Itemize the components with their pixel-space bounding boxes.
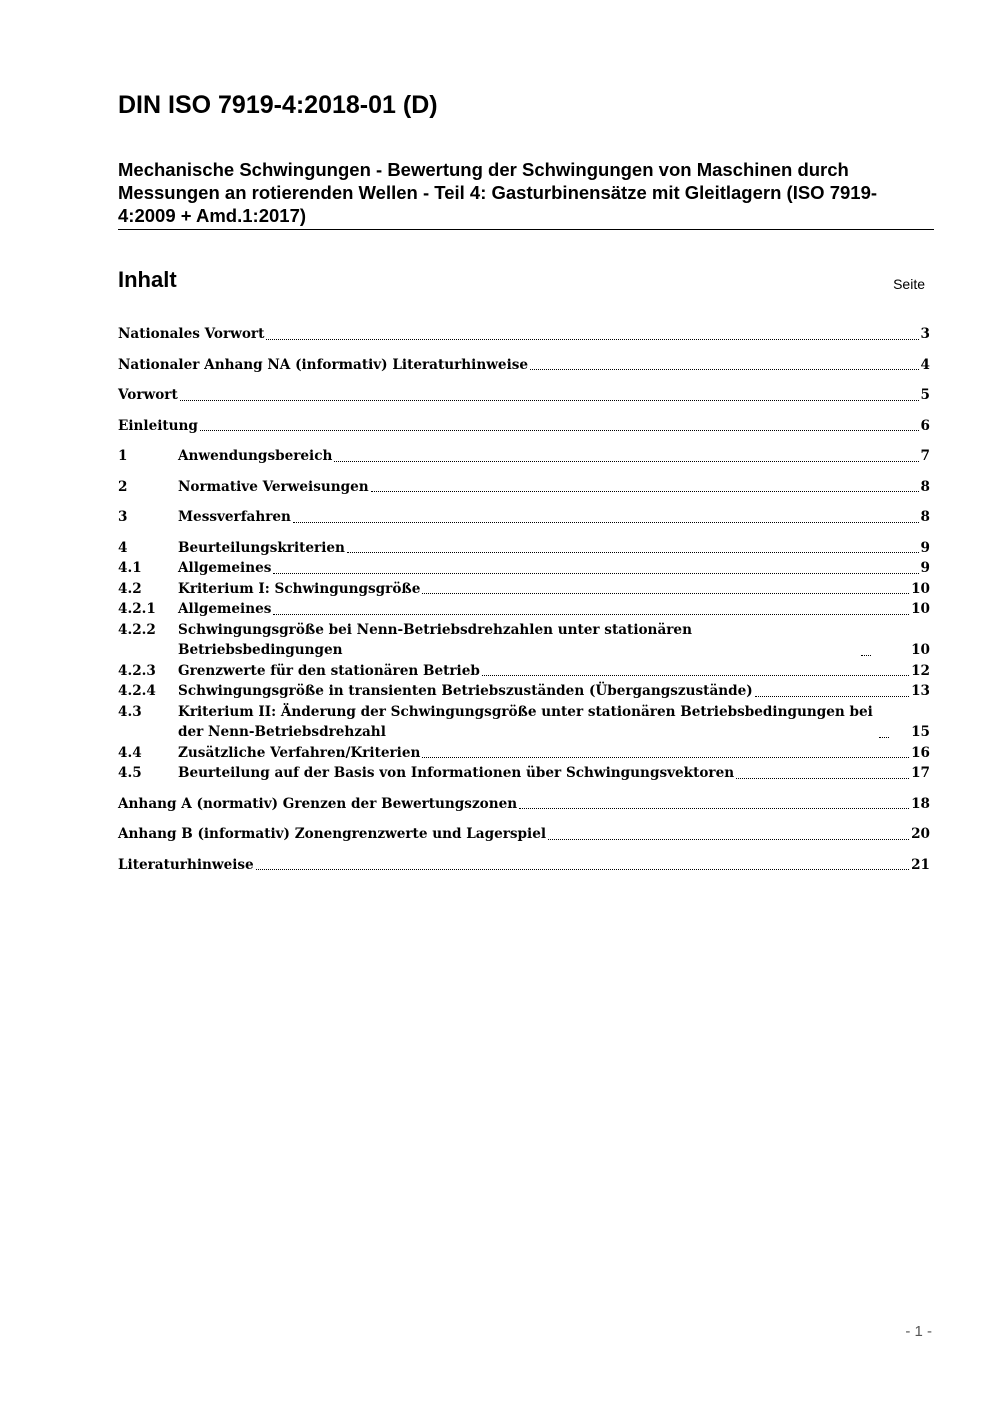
toc-entry-number: 4.2.2 <box>118 621 156 638</box>
toc-entry-label[interactable]: Schwingungsgröße bei Nenn-Betriebsdrehzahlen unter stationären Betriebsbedingungen <box>178 621 692 658</box>
toc-entry-number: 4 <box>118 539 128 556</box>
toc-entry-page: 3 <box>920 326 930 342</box>
toc-entry-section-2[interactable] <box>118 477 930 498</box>
toc-entry-label[interactable]: Nationales Vorwort <box>118 326 265 342</box>
toc-entry-section-4-1[interactable] <box>118 558 930 579</box>
dot-leader <box>293 522 919 523</box>
toc-entry-page: 8 <box>920 509 930 525</box>
toc-entry-anhang-a[interactable] <box>118 794 930 815</box>
toc-entry-section-4[interactable] <box>118 538 930 559</box>
toc-entry-page: 10 <box>911 601 930 617</box>
page-column-label: Seite <box>893 276 925 292</box>
dot-leader <box>266 339 918 340</box>
dot-leader <box>755 696 909 697</box>
toc-entry-number: 4.2 <box>118 580 142 597</box>
toc-entry-label[interactable]: Einleitung <box>118 417 198 434</box>
dot-leader <box>482 675 909 676</box>
dot-leader <box>422 593 909 594</box>
dot-leader <box>736 778 909 779</box>
toc-entry-number: 3 <box>118 509 128 525</box>
toc-entry-page: 9 <box>920 539 930 556</box>
dot-leader <box>861 655 871 656</box>
toc-entry-page: 9 <box>920 560 930 576</box>
toc-entry-page: 10 <box>911 642 930 658</box>
dot-leader <box>256 869 909 870</box>
toc-entry-label[interactable]: Allgemeines <box>178 601 272 617</box>
toc-entry-label[interactable]: Schwingungsgröße in transienten Betriebszuständen (Übergangszustände) <box>178 683 753 699</box>
toc-entry-section-4-4[interactable] <box>118 743 930 764</box>
toc-entry-page: 8 <box>920 478 930 495</box>
toc-entry-section-4-3[interactable] <box>118 702 930 743</box>
toc-entry-label[interactable]: Grenzwerte für den stationären Betrieb <box>178 662 480 679</box>
title-divider <box>118 229 934 230</box>
toc-entry-literaturhinweise[interactable] <box>118 855 930 876</box>
toc-entry-page: 12 <box>911 662 930 679</box>
toc-entry-number: 2 <box>118 478 128 495</box>
toc-entry-label[interactable]: Nationaler Anhang NA (informativ) Literaturhinweise <box>118 356 529 373</box>
page-number: - 1 - <box>905 1323 932 1340</box>
toc-entry-label[interactable]: Beurteilung auf der Basis von Informationen über Schwingungsvektoren <box>178 765 735 781</box>
toc-entry-label[interactable]: Zusätzliche Verfahren/Kriterien <box>178 744 421 761</box>
toc-entry-label[interactable]: Anwendungsbereich <box>178 448 333 464</box>
toc-entry-nationaler-anhang[interactable] <box>118 355 930 376</box>
toc-entry-label[interactable]: Kriterium II: Änderung der Schwingungsgröße unter stationären Betriebsbedingungen bei der Nenn-Betriebsdrehzahl <box>178 703 873 740</box>
dot-leader <box>879 737 889 738</box>
dot-leader <box>180 400 919 401</box>
dot-leader <box>530 369 918 370</box>
toc-entry-page: 7 <box>920 448 930 464</box>
toc-entry-page: 17 <box>911 765 930 781</box>
toc-entry-page: 6 <box>920 417 930 434</box>
toc-entry-section-3[interactable] <box>118 507 930 528</box>
toc-entry-number: 4.2.3 <box>118 662 156 679</box>
toc-entry-page: 5 <box>920 387 930 403</box>
dot-leader <box>371 491 919 492</box>
toc-entry-label[interactable]: Allgemeines <box>178 560 272 576</box>
toc-heading: Inhalt <box>118 267 177 292</box>
document-title: DIN ISO 7919-4:2018-01 (D) <box>118 91 438 119</box>
toc-entry-einleitung[interactable] <box>118 416 930 437</box>
toc-entry-page: 16 <box>911 744 930 761</box>
toc-entry-label[interactable]: Anhang B (informativ) Zonengrenzwerte und Lagerspiel <box>118 826 547 842</box>
toc-entry-number: 4.3 <box>118 703 142 720</box>
dot-leader <box>200 430 919 431</box>
toc-entry-page: 4 <box>920 356 930 373</box>
toc-entry-label[interactable]: Messverfahren <box>178 509 291 525</box>
toc-entry-label[interactable]: Literaturhinweise <box>118 856 254 873</box>
dot-leader <box>548 839 909 840</box>
toc-entry-page: 15 <box>911 724 930 740</box>
toc-entry-label[interactable]: Beurteilungskriterien <box>178 539 345 556</box>
toc-entry-page: 13 <box>911 683 930 699</box>
toc-entry-label[interactable]: Vorwort <box>118 387 178 403</box>
dot-leader <box>273 573 918 574</box>
dot-leader <box>422 757 909 758</box>
toc-entry-section-4-5[interactable] <box>118 763 930 784</box>
dot-leader <box>347 552 919 553</box>
toc-entry-section-4-2-1[interactable] <box>118 599 930 620</box>
toc-entry-number: 4.1 <box>118 560 142 576</box>
toc-entry-section-4-2-3[interactable] <box>118 661 930 682</box>
toc-entry-number: 1 <box>118 448 128 464</box>
toc-entry-number: 4.2.4 <box>118 683 156 699</box>
toc-entry-nationales-vorwort[interactable] <box>118 324 930 345</box>
toc-entry-page: 18 <box>911 795 930 812</box>
toc-entry-label[interactable]: Anhang A (normativ) Grenzen der Bewertungszonen <box>118 795 518 812</box>
toc-entry-page: 10 <box>911 580 930 597</box>
toc-entry-anhang-b[interactable] <box>118 824 930 845</box>
table-of-contents <box>118 324 930 875</box>
dot-leader <box>334 461 918 462</box>
toc-entry-vorwort[interactable] <box>118 385 930 406</box>
toc-entry-label[interactable]: Kriterium I: Schwingungsgröße <box>178 580 421 597</box>
dot-leader <box>519 808 909 809</box>
toc-entry-section-4-2[interactable] <box>118 579 930 600</box>
toc-entry-label[interactable]: Normative Verweisungen <box>178 478 369 495</box>
toc-entry-page: 20 <box>911 826 930 842</box>
toc-entry-section-4-2-2[interactable] <box>118 620 930 661</box>
toc-entry-number: 4.2.1 <box>118 601 156 617</box>
toc-entry-number: 4.4 <box>118 744 142 761</box>
toc-entry-number: 4.5 <box>118 765 142 781</box>
document-subtitle: Mechanische Schwingungen - Bewertung der Schwingungen von Maschinen durch Messungen an rotierenden Wellen - Teil 4: Gasturbinensätze mit Gleitlagern (ISO 7919-4:2009 + Amd.1:2017) <box>118 159 878 226</box>
toc-entry-section-1[interactable] <box>118 446 930 467</box>
toc-entry-page: 21 <box>911 856 930 873</box>
toc-entry-section-4-2-4[interactable] <box>118 681 930 702</box>
dot-leader <box>273 614 909 615</box>
